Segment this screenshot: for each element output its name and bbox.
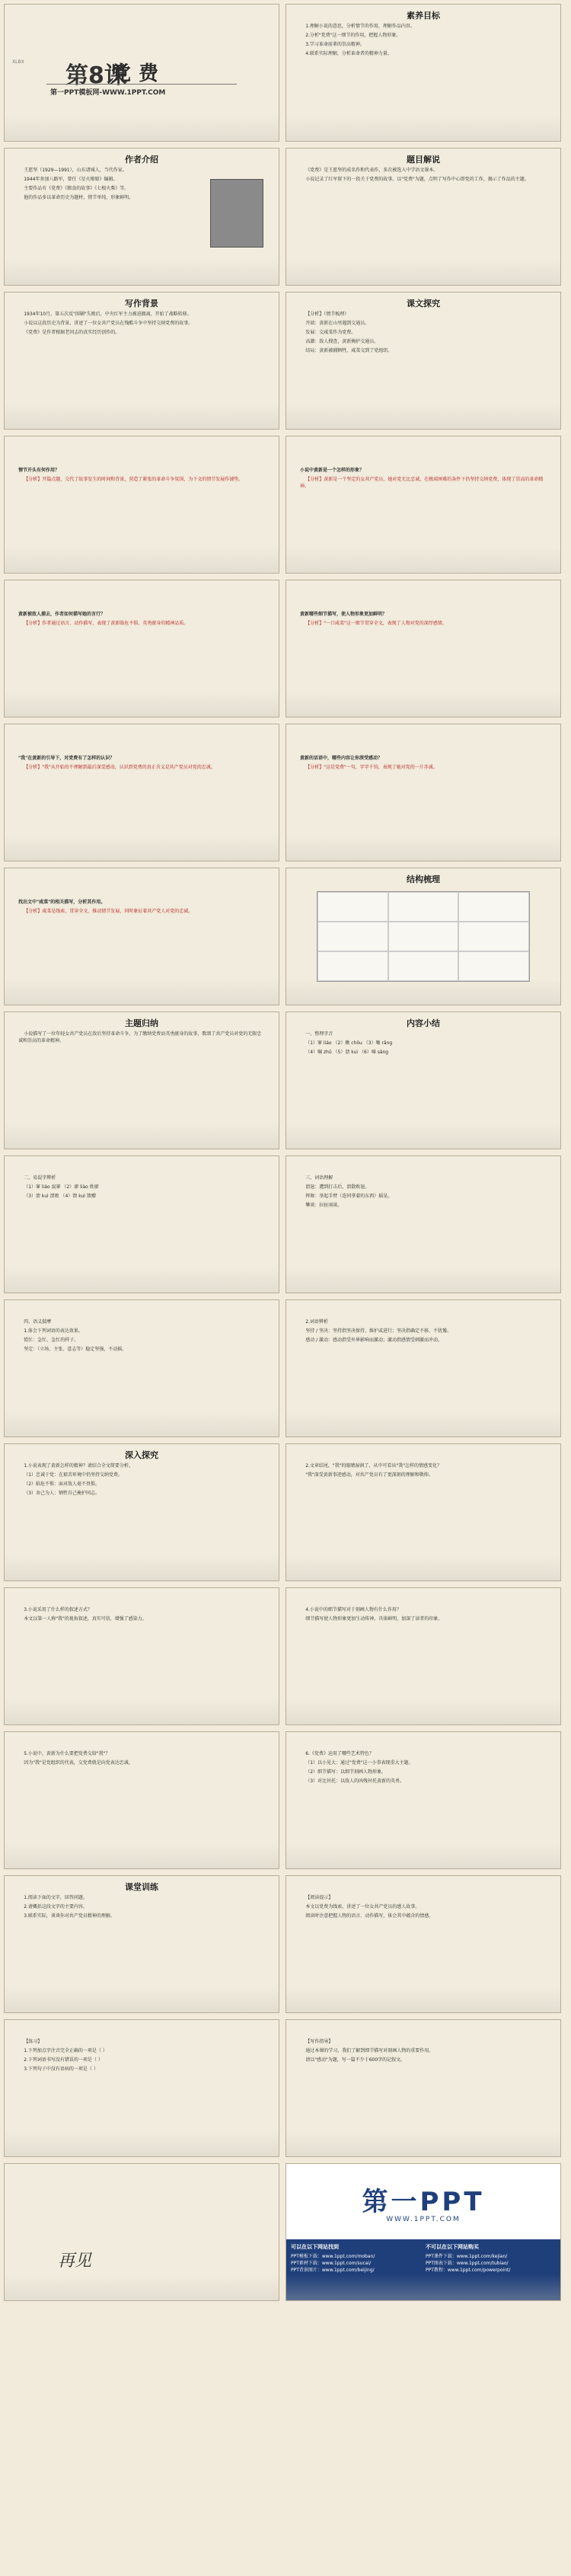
body-line: 本文以第一人称"我"的视角叙述，真实可信，增强了感染力。 (24, 1616, 147, 1622)
mountain-decoration (126, 686, 279, 717)
slide-title: 题目解说 (407, 155, 440, 165)
slide-14 (286, 868, 561, 1005)
question-text: 黄新哪些细节描写，使人物形象更加鲜明？ (300, 612, 388, 617)
body-line: （3）舍己为人：牺牲自己掩护同志。 (24, 1491, 100, 1496)
resource-link[interactable]: PPT图表下载：www.1ppt.com/tubiao/ (426, 2261, 509, 2266)
body-line: 二、易混字辨析 (24, 1175, 56, 1181)
body-line: 【阅读提示】 (305, 1895, 333, 1900)
slide-title: 课堂训练 (125, 1882, 158, 1892)
mountain-decoration (408, 1262, 560, 1293)
plum-branch-decoration (4, 4, 91, 47)
mountain-decoration (408, 686, 560, 717)
body-line: （1）寥 liáo （2）瞅 chǒu （3）嚷 rǎng (305, 1040, 393, 1046)
slide-17 (4, 1155, 279, 1293)
mountain-decoration (126, 2270, 279, 2300)
body-line: 1934年10月，第五次反"围剿"失败后，中央红军主力被迫撤离，开始了战略转移。 (24, 312, 192, 317)
answer-text: 【分析】"这是党费"一句，字字千钧，表现了她对党的一片赤诚。 (305, 765, 438, 770)
mountain-decoration (126, 1982, 279, 2012)
slide-26 (286, 1731, 561, 1869)
slide-31 (4, 2163, 279, 2301)
slide-29 (4, 2019, 279, 2157)
body-line: （2）临危不惧：面对敌人毫不畏惧。 (24, 1481, 100, 1487)
slide-20 (286, 1299, 561, 1437)
links-right-title: 不可以在以下网站购买 (426, 2244, 479, 2250)
body-line: 因为"我"是党组织的代表，交党费就是向党表达忠诚。 (24, 1760, 133, 1766)
slide-body (300, 1462, 547, 1481)
body-line: 3.学习革命前辈的崇高精神。 (305, 42, 365, 47)
mountain-decoration (126, 1406, 279, 1437)
mountain-decoration (126, 398, 279, 429)
brand-logo: 第一PPT (362, 2187, 485, 2217)
question-text: "我"在黄新的引导下，对党费有了怎样的认识？ (18, 756, 115, 761)
body-line: （2）细节描写：以细节刻画人物形象。 (305, 1769, 387, 1775)
slide-12 (286, 724, 561, 861)
structure-cell (458, 951, 529, 981)
mountain-decoration (126, 974, 279, 1005)
body-line: （3）对比衬托：以敌人的凶残衬托黄新的英勇。 (305, 1779, 405, 1784)
body-line: 【写作指导】 (305, 2039, 333, 2044)
cover-divider (46, 84, 237, 85)
resource-links (286, 2239, 560, 2300)
answer-text: 【分析】开篇点题，交代了故事发生的时间和背景，营造了紧张的革命斗争氛围，为下文的情节发展作铺垫。 (24, 477, 244, 482)
slide-16 (286, 1012, 561, 1149)
resource-link[interactable]: PPT教程：www.1ppt.com/powerpoint/ (426, 2268, 511, 2273)
slide-1 (4, 4, 279, 142)
slide-grid (4, 4, 567, 2572)
links-right (426, 2244, 556, 2296)
cover-label: XLBX (12, 59, 24, 65)
body-line: （1）以小见大：通过"党费"这一小事表现重大主题。 (305, 1760, 413, 1766)
body-line: 三、词语理解 (305, 1175, 333, 1181)
slide-body (300, 1031, 547, 1058)
body-line: 细节描写使人物形象更加生动传神，具体鲜明，加深了读者的印象。 (305, 1616, 443, 1622)
body-line: 他的作品多以革命历史为题材，情节单纯，形象鲜明。 (24, 195, 134, 200)
structure-cell (317, 922, 388, 951)
slide-body (18, 1894, 265, 1922)
slide-body (300, 2038, 547, 2066)
structure-cell (458, 892, 529, 922)
structure-cell (317, 951, 388, 981)
body-line: 溃退：遭到打击后，溃散败退。 (305, 1184, 370, 1190)
mountain-decoration (408, 2126, 560, 2156)
slide-title: 主题归纳 (125, 1018, 158, 1028)
mountain-decoration (408, 110, 560, 141)
mountain-decoration (408, 542, 560, 573)
body-line: 2.请概括这段文字的主要内容。 (24, 1904, 88, 1910)
body-line: 1.小说表现了黄新怎样的精神？请结合全文简要分析。 (24, 1463, 133, 1469)
slide-3 (4, 148, 279, 286)
slide-body (300, 1175, 547, 1211)
goodbye-signature: 再见 (58, 2252, 92, 2271)
structure-chart (317, 891, 530, 982)
slide-24 (286, 1587, 561, 1725)
body-line: （1）忠诚于党：在艰苦环境中仍坚持交纳党费。 (24, 1472, 123, 1478)
slide-21 (4, 1443, 279, 1581)
body-line: 6.《党费》运用了哪些艺术特色？ (305, 1751, 374, 1756)
mountain-decoration (126, 1550, 279, 1580)
body-line: 【练习】 (24, 2039, 43, 2044)
slide-8 (286, 436, 561, 574)
body-line: 感动 / 激动：感动指受外界影响而激动；激动指感情受刺激而冲动。 (305, 1338, 443, 1343)
slide-body (300, 1894, 547, 1922)
mountain-decoration (408, 1694, 560, 1724)
slide-9 (4, 580, 279, 718)
slide-body (18, 311, 265, 338)
body-line: 四、语义揣摩 (24, 1319, 52, 1325)
mountain-decoration (126, 830, 279, 861)
slide-4 (286, 148, 561, 286)
slide-body (18, 2038, 265, 2075)
mountain-decoration (408, 1982, 560, 2012)
slide-title: 深入探究 (125, 1450, 158, 1460)
body-line: 发展：交咸菜作为党费。 (305, 330, 356, 335)
body-line: 挥舞：举起手臂（连同拿着的东西）摇晃。 (305, 1194, 393, 1199)
body-line: 王愿坚（1929—1991），山东诸城人，当代作家。 (24, 168, 127, 173)
body-line: 坚定：（立场、主张、意志等）稳定坚强，不动摇。 (24, 1347, 127, 1352)
slide-title: 素养目标 (407, 11, 440, 21)
resource-link[interactable]: PPT素材下载：www.1ppt.com/sucai/ (291, 2261, 372, 2266)
slide-27 (4, 1875, 279, 2013)
body-line: 攀谈：拉扯闲谈。 (305, 1203, 343, 1208)
slide-body (300, 1750, 547, 1787)
slide-body (18, 1175, 265, 1202)
body-line: 请以"感动"为题，写一篇不少于600字的记叙文。 (305, 2057, 406, 2063)
slide-7 (4, 436, 279, 574)
brand-url[interactable]: WWW.1PPT.COM (386, 2216, 461, 2223)
slide-2 (286, 4, 561, 142)
answer-text: 【分析】"我"从开始的不理解到最后深受感动，认识到党费的真正含义是共产党员对党的忠诚。 (24, 765, 215, 770)
body-line: "我"深受黄新事迹感动，对共产党员有了更深刻的理解和敬仰。 (305, 1472, 433, 1478)
resource-link[interactable]: PPT背景图片：www.1ppt.com/beijing/ (291, 2268, 375, 2273)
body-line: 小说记录了红军留下的一段关于党费的故事。以"党费"为题，点明了写作中心即党的工作，揭示了作品的主题。 (305, 177, 529, 182)
question-text: 小说中黄新是一个怎样的形象？ (300, 468, 365, 473)
mountain-decoration (408, 254, 560, 285)
mountain-decoration (408, 1406, 560, 1437)
answer-text: 【分析】作者通过语言、动作描写，表现了黄新临危不惧、英勇献身的精神品质。 (24, 621, 189, 626)
slide-10 (286, 580, 561, 718)
slide-title: 作者介绍 (125, 155, 158, 165)
slide-body (18, 167, 195, 203)
slide-body (300, 755, 547, 773)
slide-32 (286, 2163, 561, 2301)
slide-30 (286, 2019, 561, 2157)
slide-body (300, 611, 547, 629)
structure-cell (458, 922, 529, 951)
body-line: 2.下列词语书写没有错误的一项是（ ） (24, 2057, 103, 2063)
body-line: 阅读时注意把握人物的语言、动作描写，体会其中蕴含的情感。 (305, 1913, 434, 1919)
slide-15 (4, 1012, 279, 1149)
answer-text: 【分析】咸菜是线索，贯穿全文，推动情节发展，同时象征着共产党人对党的忠诚。 (24, 909, 193, 914)
slide-body (300, 1318, 547, 1346)
body-line: 小说以这段历史为背景，讲述了一位女共产党员在残酷斗争中坚持交纳党费的故事。 (24, 321, 193, 326)
slide-5 (4, 292, 279, 430)
body-line: 结局：黄新被捕牺牲，咸菜交到了党组织。 (305, 348, 393, 353)
body-line: 慌忙：急忙、急忙的样子。 (24, 1338, 79, 1343)
answer-text: 【分析】"一口咸菜"这一细节贯穿全文，表现了人物对党的深厚感情。 (305, 621, 447, 626)
slide-body (18, 899, 265, 917)
body-line: 2.分析"党费"这一细节的作用，把握人物形象。 (305, 33, 401, 38)
body-line: 1.理解小说的意思，分析情节的作用，理解作品内容。 (305, 24, 415, 29)
cover-subtitle: 第一PPT模板网-WWW.1PPT.COM (50, 89, 166, 97)
question-text: 找出文中"咸菜"的相关描写，分析其作用。 (18, 900, 106, 905)
body-line: 《党费》是王愿坚的成名作和代表作，多次被选入中学语文课本。 (305, 168, 439, 173)
mountain-decoration (408, 1118, 560, 1149)
slide-body (18, 1318, 265, 1355)
body-line: 4.联系实际理解，分析革命者的精神力量。 (305, 51, 392, 56)
slide-11 (4, 724, 279, 861)
slide-body (18, 611, 265, 629)
body-line: 4.小说中的细节描写对于刻画人物有什么作用？ (305, 1607, 401, 1612)
body-line: 小说描写了一位年轻女共产党员在敌后坚持革命斗争，为了缴纳党费而英勇献身的故事，歌颂了共产党员对党的无限忠诚和崇高的革命精神。 (18, 1031, 262, 1044)
body-line: 一、整理字音 (305, 1031, 333, 1037)
structure-cell (388, 951, 459, 981)
mountain-decoration (408, 1838, 560, 1868)
answer-text: 【分析】黄新是一个坚定的女共产党员，她对党无比忠诚，在极端困难的条件下仍坚持交纳党费，体现了崇高的革命精神。 (300, 477, 544, 489)
mountain-decoration (126, 1694, 279, 1724)
mountain-decoration (126, 542, 279, 573)
slide-title: 结构梳理 (407, 874, 440, 884)
body-line: 1.体会下列词语的表达效果。 (24, 1328, 83, 1334)
resource-link[interactable]: PPT模板下载：www.1ppt.com/moban/ (291, 2254, 375, 2259)
lesson-title: 党费 (111, 62, 167, 85)
author-photo (210, 179, 263, 248)
slide-title: 课文探究 (407, 299, 440, 308)
mountain-decoration (126, 2126, 279, 2156)
body-line: 《党费》是作者根据老同志的真实经历创作的。 (24, 330, 120, 335)
slide-23 (4, 1587, 279, 1725)
slide-25 (4, 1731, 279, 1869)
slide-22 (286, 1443, 561, 1581)
slide-6 (286, 292, 561, 430)
body-line: 1944年参加八路军，曾任《星火燎原》编辑。 (24, 177, 118, 182)
slide-body (18, 755, 265, 773)
links-left (291, 2244, 421, 2296)
slide-body (300, 167, 547, 185)
body-line: 3.下列句子中没有语病的一项是（ ） (24, 2066, 98, 2072)
body-line: （4）嘱 zhǔ （5）溃 kuì （6）嗓 sǎng (305, 1050, 389, 1055)
question-text: 情节开头有何作用？ (18, 468, 60, 473)
slide-body (300, 23, 547, 59)
slide-19 (4, 1299, 279, 1437)
body-line: 2.词语辨析 (305, 1319, 328, 1325)
slide-body (300, 311, 547, 356)
slide-body (18, 1462, 265, 1499)
body-line: 通过本课的学习，我们了解到细节描写对刻画人物的重要作用。 (305, 2048, 434, 2053)
body-line: 5.小说中，黄新为什么要把党费交给"我"？ (24, 1751, 110, 1756)
slide-body (18, 1031, 265, 1047)
slide-28 (286, 1875, 561, 2013)
mountain-decoration (126, 110, 279, 141)
lesson-number: 第8课 (65, 62, 127, 89)
mountain-decoration (126, 1118, 279, 1149)
slide-body (18, 1750, 265, 1769)
structure-cell (388, 892, 459, 922)
body-line: （1）寥 liáo 寂寥 （2）廖 liào 姓廖 (24, 1184, 99, 1190)
body-line: 1.下列加点字注音完全正确的一项是（ ） (24, 2048, 107, 2053)
question-text: 黄新被敌人捕去，作者如何描写她的言行？ (18, 612, 106, 617)
mountain-decoration (408, 1550, 560, 1580)
body-line: 1.阅读下面的文字，回答问题。 (24, 1895, 88, 1900)
body-line: 高潮：敌人搜查，黄新掩护交通员。 (305, 339, 379, 344)
body-line: 开端：黄新在山里遇到交通员。 (305, 321, 370, 326)
slide-body (300, 1606, 547, 1625)
mountain-decoration (408, 830, 560, 861)
body-line: 本文以党费为线索，讲述了一位女共产党员的感人故事。 (305, 1904, 420, 1910)
plum-branch-decoration (4, 2163, 91, 2207)
slide-body (300, 467, 547, 492)
mountain-decoration (126, 254, 279, 285)
body-line: 主要作品有《党费》《粮食的故事》《七根火柴》等。 (24, 186, 129, 191)
resource-link[interactable]: PPT课件下载：www.1ppt.com/kejian/ (426, 2254, 508, 2259)
body-line: （3）溃 kuì 溃败 （4）馈 kuì 馈赠 (24, 1194, 96, 1199)
slide-body (18, 467, 265, 485)
body-line: 3.小说采用了什么样的叙述方式？ (24, 1607, 92, 1612)
body-line: 坚持 / 坚决：坚持指坚决保持、维护或进行；坚决指确定不移、不犹豫。 (305, 1328, 452, 1334)
links-left-title: 可以在以下网站找到 (291, 2244, 339, 2250)
body-line: 3.联系实际，谈谈你对共产党员精神的理解。 (24, 1913, 115, 1919)
structure-cell (317, 892, 388, 922)
question-text: 黄新的话语中，哪些内容让你深受感动？ (300, 756, 383, 761)
mountain-decoration (126, 1262, 279, 1293)
slide-title: 写作背景 (125, 299, 158, 308)
slide-title: 内容小结 (407, 1018, 440, 1028)
body-line: 【分析】（情节梳理） (305, 312, 349, 317)
mountain-decoration (408, 398, 560, 429)
mountain-decoration (126, 1838, 279, 1868)
slide-13 (4, 868, 279, 1005)
slide-18 (286, 1155, 561, 1293)
body-line: 2.文章结尾，"我"的眼睛湿润了，从中可看出"我"怎样的情感变化？ (305, 1463, 442, 1469)
structure-cell (388, 922, 459, 951)
slide-body (18, 1606, 265, 1625)
